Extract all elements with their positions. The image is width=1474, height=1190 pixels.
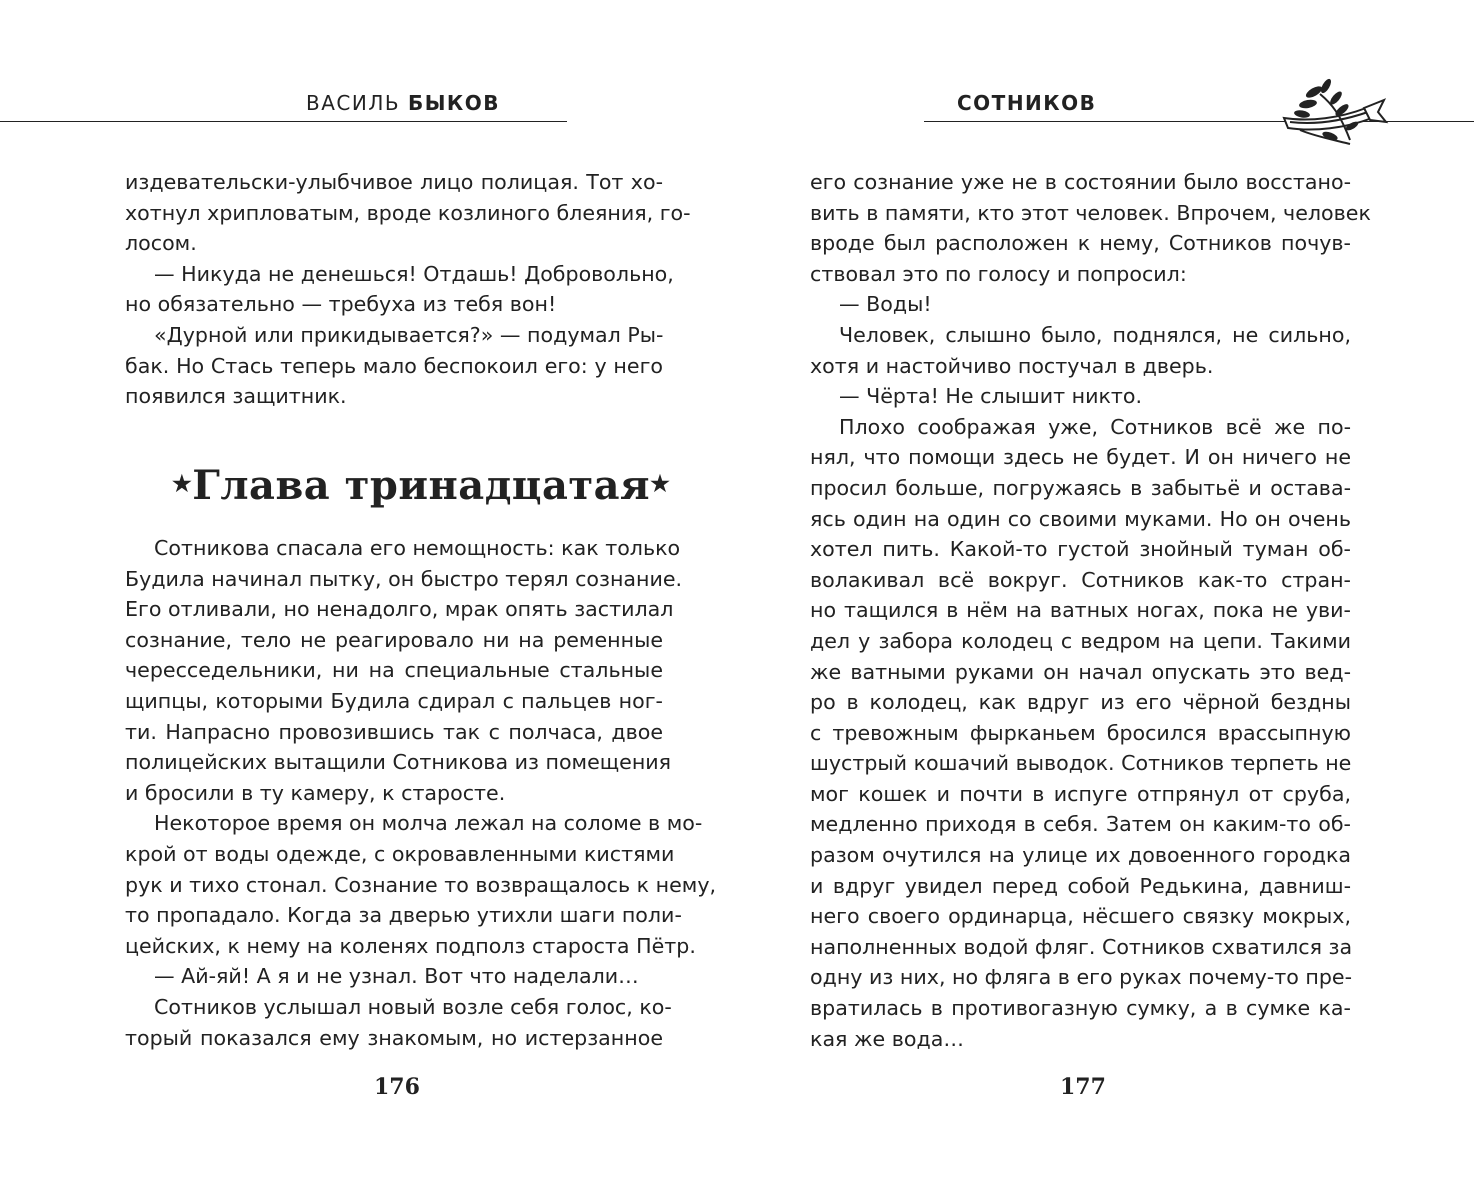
text-line: ро в колодец, как вдруг из его чёрной бездны bbox=[810, 690, 1351, 715]
text-line: — Воды! bbox=[839, 292, 932, 317]
text-line: торый показался ему знакомым, но истерзанное bbox=[125, 1025, 663, 1050]
page-number: 177 bbox=[1060, 1074, 1106, 1100]
text-line: разом очутился на улице их довоенного городка bbox=[810, 843, 1351, 868]
star-icon: ★ bbox=[172, 471, 193, 497]
text-block-chapter bbox=[125, 533, 717, 1053]
text-line: нял, что помощи здесь не будет. И он ничего не bbox=[810, 445, 1351, 470]
page-number: 176 bbox=[374, 1074, 420, 1100]
text-line: цейских, к нему на коленях подполз староста Пётр. bbox=[125, 933, 696, 958]
text-line: — Ай-яй! А я и не узнал. Вот что наделали… bbox=[154, 964, 639, 989]
running-head-author bbox=[306, 91, 500, 115]
text-line: кая же вода… bbox=[810, 1026, 964, 1051]
text-line: вратилась в противогазную сумку, а в сумке ка- bbox=[810, 996, 1351, 1021]
text-line: бак. Но Стась теперь мало беспокоил его: у него bbox=[125, 353, 663, 378]
text-line: хотя и настойчиво постучал в дверь. bbox=[810, 353, 1214, 378]
text-line: хотел пить. Какой-то густой знойный туман об- bbox=[810, 537, 1351, 562]
text-line: вить в памяти, кто этот человек. Впрочем, человек bbox=[810, 200, 1371, 225]
header-rule bbox=[924, 121, 1474, 122]
text-line: с тревожным фырканьем бросился врассыпную bbox=[810, 720, 1351, 745]
text-line: крой от воды одежде, с окровавленными кистями bbox=[125, 841, 675, 866]
text-line: одну из них, но фляга в его руках почему-то пре- bbox=[810, 965, 1353, 990]
text-line: чересседельники, ни на специальные стальные bbox=[125, 658, 663, 683]
text-line: Некоторое время он молча лежал на соломе в мо- bbox=[154, 811, 703, 836]
text-line: щипцы, которыми Будила сдирал с пальцев ног- bbox=[125, 688, 663, 713]
text-line: полицейских вытащили Сотникова из помещения bbox=[125, 750, 672, 775]
text-line: и бросили в ту камеру, к старосте. bbox=[125, 780, 506, 805]
author-first-name: ВАСИЛЬ bbox=[306, 91, 401, 115]
text-line: и вдруг увидел перед собой Редькина, давниш- bbox=[810, 873, 1351, 898]
header-rule bbox=[0, 121, 567, 122]
text-line: наполненных водой фляг. Сотников схватился за bbox=[810, 934, 1353, 959]
text-line: но тащился в нём на ватных ногах, пока не уви- bbox=[810, 598, 1351, 623]
text-line: ствовал это по голосу и попросил: bbox=[810, 261, 1187, 286]
text-line: появился защитник. bbox=[125, 384, 347, 409]
text-line: вроде был расположен к нему, Сотников почув- bbox=[810, 231, 1351, 256]
text-line: Будила начинал пытку, он быстро терял сознание. bbox=[125, 566, 683, 591]
text-line: ти. Напрасно провозившись так с полчаса, двое bbox=[125, 719, 663, 744]
text-line: издевательски-улыбчивое лицо полицая. Тот хо- bbox=[125, 170, 663, 194]
text-line: то пропадало. Когда за дверью утихли шаги поли- bbox=[125, 903, 682, 928]
text-line: же ватными руками он начал опускать это вед- bbox=[810, 659, 1351, 684]
text-line: медленно приходя в себя. Затем он каким-то об- bbox=[810, 812, 1351, 837]
text-line: шустрый кошачий выводок. Сотников терпеть не bbox=[810, 751, 1352, 776]
author-last-name: БЫКОВ bbox=[407, 91, 501, 115]
right-page bbox=[737, 0, 1474, 1190]
text-block-right bbox=[810, 167, 1371, 1054]
text-line: ясь один на один со своими муками. Но он очень bbox=[810, 506, 1351, 531]
chapter-title-text: Глава тринадцатая bbox=[192, 462, 651, 509]
text-line: его сознание уже не в состоянии было восстано- bbox=[810, 170, 1351, 194]
text-line: — Никуда не денешься! Отдашь! Добровольно, bbox=[154, 261, 674, 286]
text-line: «Дурной или прикидывается?» — подумал Ры- bbox=[154, 322, 664, 347]
text-line: Человек, слышно было, поднялся, не сильно, bbox=[839, 322, 1351, 347]
text-line: дел у забора колодец с ведром на цепи. Такими bbox=[810, 628, 1351, 653]
text-line: рук и тихо стонал. Сознание то возвращалось к нему, bbox=[125, 872, 717, 897]
text-line: Сотникова спасала его немощность: как только bbox=[154, 536, 681, 560]
text-line: — Чёрта! Не слышит никто. bbox=[839, 384, 1143, 409]
text-line: него своего ординарца, нёсшего связку мокрых, bbox=[810, 904, 1351, 929]
laurel-ribbon-icon bbox=[1280, 78, 1390, 150]
chapter-title bbox=[172, 462, 670, 509]
text-line: Его отливали, но ненадолго, мрак опять застилал bbox=[125, 597, 674, 622]
text-line: Сотников услышал новый возле себя голос, ко- bbox=[154, 994, 672, 1019]
text-line: сознание, тело не реагировало ни на ременные bbox=[125, 627, 663, 652]
text-line: лосом. bbox=[125, 231, 197, 256]
text-line: просил больше, погружаясь в забытьё и остава- bbox=[810, 475, 1351, 500]
running-head-title: СОТНИКОВ bbox=[957, 91, 1097, 115]
star-icon: ★ bbox=[650, 471, 671, 497]
text-line: хотнул хрипловатым, вроде козлиного блеяния, го- bbox=[125, 200, 691, 225]
text-line: но обязательно — требуха из тебя вон! bbox=[125, 292, 557, 317]
text-line: Плохо соображая уже, Сотников всё же по- bbox=[839, 414, 1351, 439]
text-block-top bbox=[125, 167, 691, 412]
text-line: мог кошек и почти в испуге отпрянул от сруба, bbox=[810, 781, 1351, 806]
text-line: волакивал всё вокруг. Сотников как-то стран- bbox=[810, 567, 1351, 592]
